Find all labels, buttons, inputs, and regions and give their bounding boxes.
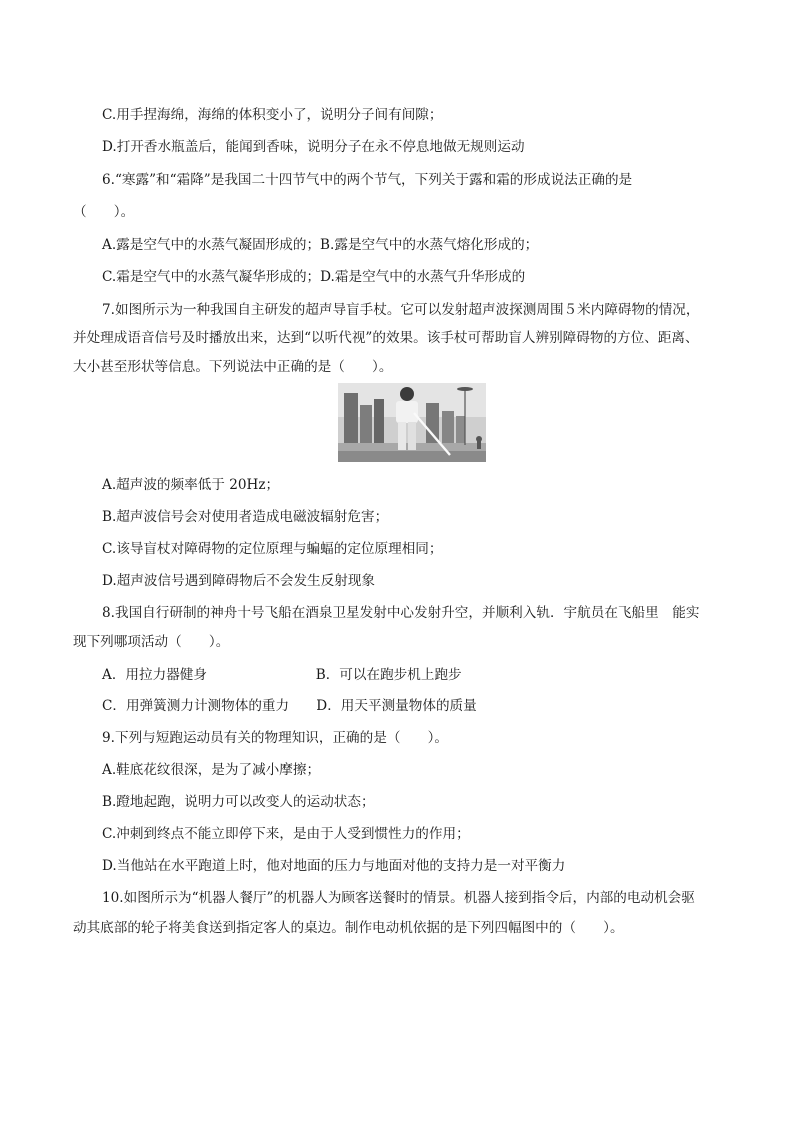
q6-stem: 6.“寒露”和“霜降”是我国二十四节气中的两个节气，下列关于露和霜的形成说法正确的是 bbox=[102, 172, 633, 188]
q5-option-d: D.打开香水瓶盖后，能闻到香味，说明分子在永不停息地做无规则运动 bbox=[102, 139, 525, 155]
q8-stem-line2: 现下列哪项活动（ ）。 bbox=[73, 634, 230, 650]
q7-option-b: B.超声波信号会对使用者造成电磁波辐射危害； bbox=[102, 509, 389, 525]
q8-options-cd: C．用弹簧测力计测物体的重力 D．用天平测量物体的质量 bbox=[102, 698, 477, 714]
blind-cane-photo bbox=[338, 383, 486, 462]
q8-stem-line1: 8.我国自行研制的神舟十号飞船在酒泉卫星发射中心发射升空，并顺利入轨．宇航员在飞船里 能实 bbox=[102, 605, 700, 621]
q9-option-c: C.冲刺到终点不能立即停下来，是由于人受到惯性力的作用； bbox=[102, 826, 470, 842]
q7-stem-line2: 并处理成语音信号及时播放出来，达到“以听代视”的效果。该手杖可帮助盲人辨别障碍物的方位、距离、 bbox=[73, 330, 699, 346]
q6-stem-blank: （ ）。 bbox=[73, 204, 135, 220]
q7-option-c: C.该导盲杖对障碍物的定位原理与蝙蝠的定位原理相同； bbox=[102, 541, 443, 557]
q6-options-cd: C.霜是空气中的水蒸气凝华形成的；D.霜是空气中的水蒸气升华形成的 bbox=[102, 269, 526, 285]
q7-option-d: D.超声波信号遇到障碍物后不会发生反射现象 bbox=[102, 573, 376, 589]
q9-stem: 9.下列与短跑运动员有关的物理知识，正确的是（ ）。 bbox=[102, 730, 449, 746]
q9-option-d: D.当他站在水平跑道上时，他对地面的压力与地面对他的支持力是一对平衡力 bbox=[102, 858, 566, 874]
q7-option-a: A.超声波的频率低于 20Hz； bbox=[102, 477, 280, 493]
blind-cane-photo-image bbox=[338, 383, 486, 462]
q8-options-ab: A．用拉力器健身 B．可以在跑步机上跑步 bbox=[102, 667, 462, 683]
q9-option-b: B.蹬地起跑，说明力可以改变人的运动状态； bbox=[102, 794, 375, 810]
q10-stem-line1: 10.如图所示为“机器人餐厅”的机器人为顾客送餐时的情景。机器人接到指令后，内部的电动机会驱 bbox=[102, 890, 695, 906]
q5-option-c: C.用手捏海绵，海绵的体积变小了，说明分子间有间隙； bbox=[102, 107, 443, 123]
q7-stem-line3: 大小甚至形状等信息。下列说法中正确的是（ ）。 bbox=[73, 359, 393, 375]
q6-options-ab: A.露是空气中的水蒸气凝固形成的；B.露是空气中的水蒸气熔化形成的； bbox=[102, 237, 539, 253]
q10-stem-line2: 动其底部的轮子将美食送到指定客人的桌边。制作电动机依据的是下列四幅图中的（ ）。 bbox=[73, 920, 624, 936]
q9-option-a: A.鞋底花纹很深，是为了减小摩擦； bbox=[102, 762, 321, 778]
q7-stem-line1: 7.如图所示为一种我国自主研发的超声导盲手杖。它可以发射超声波探测周围５米内障碍物的情况， bbox=[102, 302, 700, 318]
